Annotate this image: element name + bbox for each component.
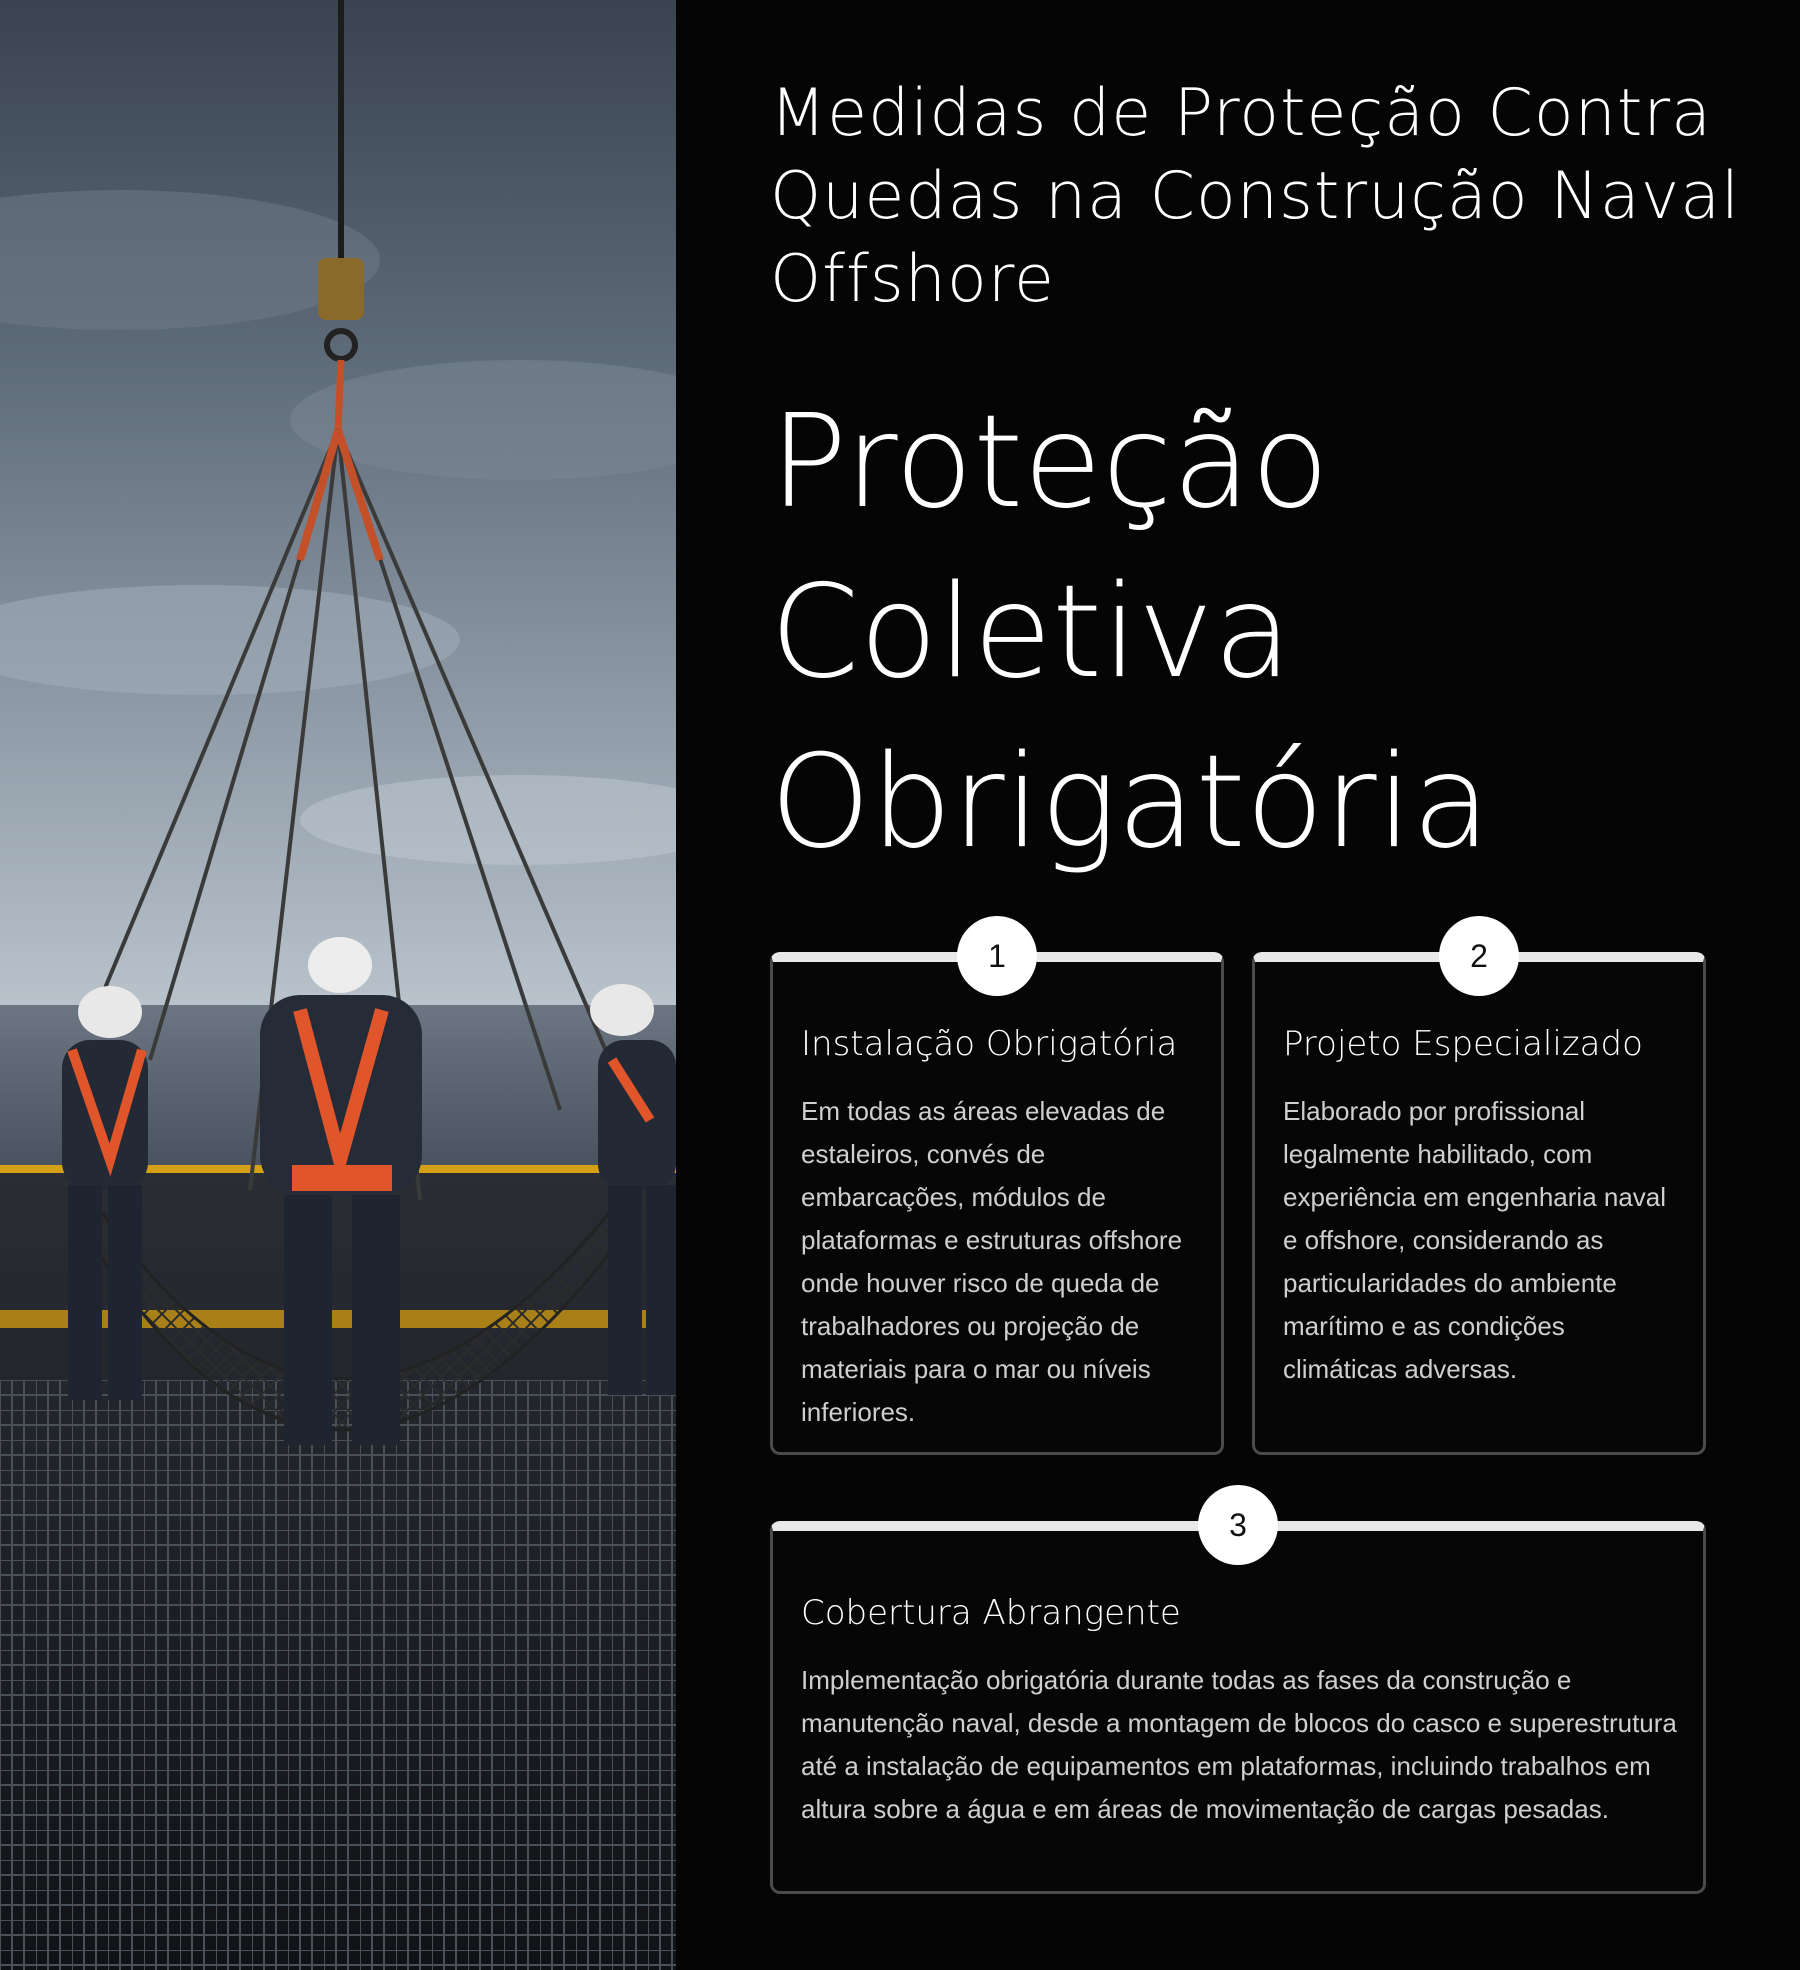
card-body: Elaborado por profissional legalmente habilitado, com experiência em engenharia naval e offshore, considerando as particularidades do ambiente marítimo e as condições climáticas adversas.: [1283, 1096, 1667, 1384]
card-title: Projeto Especializado: [1283, 1024, 1643, 1064]
card-project: [1252, 938, 1706, 1455]
offshore-safety-net-photo: [0, 0, 676, 1970]
page-eyebrow: Medidas de Proteção Contra Quedas na Construção Naval Offshore: [770, 76, 1741, 317]
card-coverage: [770, 1507, 1706, 1894]
card-number-badge: 2: [1439, 916, 1519, 996]
page-title-line2: Coletiva: [770, 558, 1292, 707]
page-title-line3: Obrigatória: [770, 728, 1491, 877]
page-title: [770, 378, 1750, 888]
card-title: Instalação Obrigatória: [801, 1024, 1178, 1064]
card-body: Implementação obrigatória durante todas as fases da construção e manutenção naval, desde a montagem de blocos do casco e superestrutura até a instalação de equipamentos em plataformas, incluindo trabalhos em altura sobre a água e em áreas de movimentação de cargas pesadas.: [801, 1665, 1677, 1824]
content-panel: [676, 0, 1800, 1970]
card-number-badge: 1: [957, 916, 1037, 996]
page-title-line1: Proteção: [770, 388, 1330, 537]
card-number-badge: 3: [1198, 1485, 1278, 1565]
card-title: Cobertura Abrangente: [801, 1593, 1181, 1633]
card-installation: [770, 938, 1224, 1455]
card-body: Em todas as áreas elevadas de estaleiros, convés de embarcações, módulos de plataformas e estruturas offshore onde houver risco de queda de trabalhadores ou projeção de materiais para o mar ou níveis inferiores.: [801, 1096, 1183, 1427]
